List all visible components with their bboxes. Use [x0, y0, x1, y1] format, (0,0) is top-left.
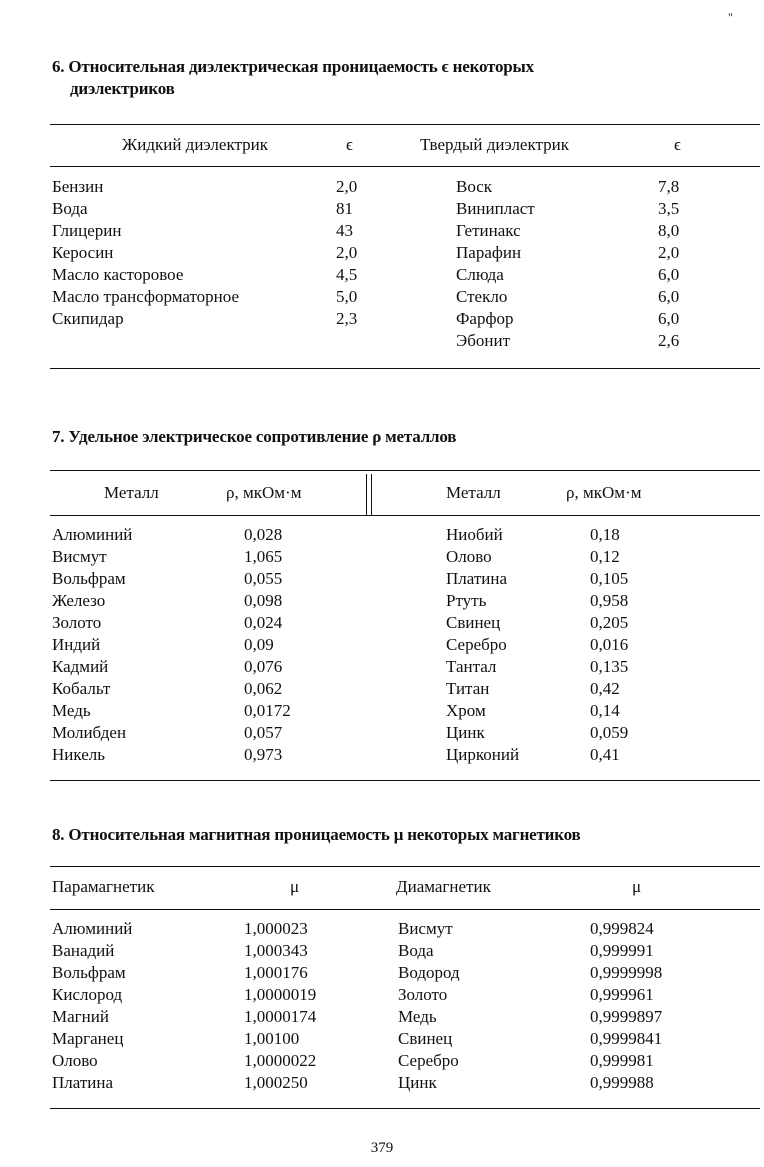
table6-solid-name: Фарфор: [456, 309, 514, 328]
page-number: 379: [370, 1140, 394, 1156]
table8-para-value: 1,0000174: [244, 1007, 317, 1026]
table7-metal-name: Золото: [52, 613, 102, 632]
table7-rho-value: 0,062: [244, 679, 283, 698]
table8-header-mu-2: μ: [632, 877, 642, 896]
table6-solid-value: 6,0: [658, 265, 680, 284]
table8-dia-value: 0,999981: [590, 1051, 654, 1070]
table8-dia-value: 0,999988: [590, 1073, 654, 1092]
table8-dia-value: 0,9999897: [590, 1007, 663, 1026]
table7-rho-value: 0,42: [590, 679, 620, 698]
table7-bottom-rule: [50, 780, 760, 781]
table7-rho-value: 0,076: [244, 657, 283, 676]
table8-title: 8. Относительная магнитная проницаемость μ некоторых магнетиков: [52, 825, 581, 844]
table7-rho-value: 0,016: [590, 635, 629, 654]
table8-para-value: 1,000250: [244, 1073, 308, 1092]
table6-liquid-name: Вода: [52, 199, 88, 218]
table7-metal-name: Титан: [446, 679, 490, 698]
table7-top-rule: [50, 470, 760, 471]
table8-header-para: Парамагнетик: [52, 877, 155, 896]
table7-rho-value: 1,065: [244, 547, 283, 566]
table6-solid-values: [658, 176, 679, 352]
table8-para-value: 1,0000019: [244, 985, 317, 1004]
table7-metal-name: Цирконий: [446, 745, 520, 764]
table7-metal-name: Тантал: [446, 657, 497, 676]
table7-metal-name: Олово: [446, 547, 492, 566]
table8-dia-value: 0,999991: [590, 941, 654, 960]
table8-para-values: [244, 918, 316, 1094]
table7-rho-value: 0,958: [590, 591, 629, 610]
table6-liquid-value: 2,0: [336, 243, 358, 262]
table8-para-value: 1,000023: [244, 919, 308, 938]
table7-metal-name: Хром: [446, 701, 486, 720]
table7-header-rule: [50, 515, 760, 516]
table8-dia-name: Золото: [398, 985, 448, 1004]
table7-metal-name: Висмут: [52, 547, 107, 566]
table8-top-rule: [50, 866, 760, 867]
table7-rho-value: 0,41: [590, 745, 620, 764]
table6-liquid-values: [336, 176, 357, 330]
table7-rho-value: 0,973: [244, 745, 283, 764]
table7-metal-name: Никель: [52, 745, 105, 764]
table6-solid-value: 6,0: [658, 287, 680, 306]
table6-solid-name: Стекло: [456, 287, 508, 306]
table8-para-value: 1,000176: [244, 963, 308, 982]
table7-rho-value: 0,057: [244, 723, 283, 742]
table7-rho-value: 0,18: [590, 525, 620, 544]
table6-solid-name: Парафин: [456, 243, 522, 262]
table6-liquid-value: 5,0: [336, 287, 358, 306]
table6-bottom-rule: [50, 368, 760, 369]
table8-dia-names: [398, 918, 460, 1094]
table6-solid-value: 3,5: [658, 199, 680, 218]
table7-left-values: [244, 524, 291, 766]
table6-solid-value: 7,8: [658, 177, 680, 196]
table6-solid-name: Винипласт: [456, 199, 535, 218]
table7-rho-value: 0,098: [244, 591, 283, 610]
table6-liquid-value: 43: [336, 221, 353, 240]
table7-metal-name: Алюминий: [52, 525, 133, 544]
table7-rho-value: 0,024: [244, 613, 283, 632]
table8-para-name: Марганец: [52, 1029, 124, 1048]
table6-solid-value: 2,6: [658, 331, 680, 350]
table8-para-name: Алюминий: [52, 919, 133, 938]
table6-solid-name: Воск: [456, 177, 493, 196]
table7-header-metal-1: Металл: [104, 483, 159, 502]
table7-metal-name: Ниобий: [446, 525, 503, 544]
table8-para-name: Платина: [52, 1073, 114, 1092]
table6-header-eps-1: ϵ: [346, 135, 353, 154]
table7-rho-value: 0,09: [244, 635, 274, 654]
table8-dia-values: [590, 918, 662, 1094]
table8-para-name: Кислород: [52, 985, 123, 1004]
table8-para-name: Вольфрам: [52, 963, 126, 982]
table6-solid-name: Эбонит: [456, 331, 510, 350]
table8-para-name: Ванадий: [52, 941, 115, 960]
table7-rho-value: 0,135: [590, 657, 629, 676]
table7-right-names: [446, 524, 519, 766]
table7-metal-name: Свинец: [446, 613, 501, 632]
table6-header-eps-2: ϵ: [674, 135, 681, 154]
table6-header-liquid: Жидкий диэлектрик: [122, 135, 268, 154]
table7-metal-name: Цинк: [446, 723, 485, 742]
table8-para-name: Олово: [52, 1051, 98, 1070]
table8-dia-name: Свинец: [398, 1029, 453, 1048]
table7-rho-value: 0,055: [244, 569, 283, 588]
table6-solid-value: 6,0: [658, 309, 680, 328]
table7-header-rho-2: ρ, мкОм·м: [566, 483, 642, 502]
table8-bottom-rule: [50, 1108, 760, 1109]
table6-liquid-name: Масло касторовое: [52, 265, 184, 284]
table7-header-rho-1: ρ, мкОм·м: [226, 483, 302, 502]
table6-liquid-name: Керосин: [52, 243, 114, 262]
table8-para-names: [52, 918, 132, 1094]
table7-rho-value: 0,059: [590, 723, 629, 742]
table7-left-names: [52, 524, 132, 766]
table8-dia-name: Серебро: [398, 1051, 459, 1070]
table8-header-mu-1: μ: [290, 877, 300, 896]
table6-header-solid: Твердый диэлектрик: [420, 135, 569, 154]
table7-rho-value: 0,205: [590, 613, 629, 632]
table6-solid-names: [456, 176, 535, 352]
corner-mark: ": [728, 10, 733, 24]
table6-solid-name: Слюда: [456, 265, 504, 284]
table6-solid-value: 2,0: [658, 243, 680, 262]
table7-metal-name: Медь: [52, 701, 91, 720]
table6-title: [52, 56, 534, 100]
table6-liquid-value: 2,3: [336, 309, 358, 328]
table7-metal-name: Серебро: [446, 635, 507, 654]
table7-rho-value: 0,14: [590, 701, 620, 720]
table6-liquid-value: 2,0: [336, 177, 358, 196]
table8-dia-value: 0,999824: [590, 919, 654, 938]
table7-metal-name: Кобальт: [52, 679, 111, 698]
table8-header-rule: [50, 909, 760, 910]
table8-dia-name: Висмут: [398, 919, 453, 938]
table6-liquid-value: 81: [336, 199, 353, 218]
table8-dia-value: 0,9999998: [590, 963, 663, 982]
table6-top-rule: [50, 124, 760, 125]
table7-header-metal-2: Металл: [446, 483, 501, 502]
table8-para-value: 1,0000022: [244, 1051, 317, 1070]
table8-dia-name: Цинк: [398, 1073, 437, 1092]
table8-dia-name: Медь: [398, 1007, 437, 1026]
table6-liquid-value: 4,5: [336, 265, 358, 284]
table6-liquid-names: [52, 176, 239, 330]
table7-rho-value: 0,0172: [244, 701, 291, 720]
table8-dia-name: Водород: [398, 963, 460, 982]
table6-title-line1: 6. Относительная диэлектрическая проницаемость ϵ некоторых: [52, 57, 534, 76]
table6-liquid-name: Глицерин: [52, 221, 122, 240]
table7-rho-value: 0,105: [590, 569, 629, 588]
table8-dia-value: 0,999961: [590, 985, 654, 1004]
table6-title-line2: диэлектриков: [70, 79, 175, 98]
table6-liquid-name: Бензин: [52, 177, 104, 196]
table8-dia-name: Вода: [398, 941, 434, 960]
table6-liquid-name: Масло трансформаторное: [52, 287, 240, 306]
table7-rho-value: 0,028: [244, 525, 283, 544]
table8-para-value: 1,000343: [244, 941, 308, 960]
table7-metal-name: Вольфрам: [52, 569, 126, 588]
table6-solid-name: Гетинакс: [456, 221, 521, 240]
table7-metal-name: Кадмий: [52, 657, 109, 676]
table8-para-value: 1,00100: [244, 1029, 300, 1048]
table7-metal-name: Железо: [52, 591, 106, 610]
table6-solid-value: 8,0: [658, 221, 680, 240]
table7-metal-name: Молибден: [52, 723, 127, 742]
table7-metal-name: Платина: [446, 569, 508, 588]
table7-right-values: [590, 524, 628, 766]
table7-header-divider: [366, 474, 372, 516]
table7-metal-name: Ртуть: [446, 591, 487, 610]
table8-header-dia: Диамагнетик: [396, 877, 491, 896]
table8-para-name: Магний: [52, 1007, 109, 1026]
table7-rho-value: 0,12: [590, 547, 620, 566]
table7-metal-name: Индий: [52, 635, 101, 654]
table6-header-rule: [50, 166, 760, 167]
table7-title: 7. Удельное электрическое сопротивление ρ металлов: [52, 427, 457, 446]
table8-dia-value: 0,9999841: [590, 1029, 663, 1048]
table6-liquid-name: Скипидар: [52, 309, 124, 328]
